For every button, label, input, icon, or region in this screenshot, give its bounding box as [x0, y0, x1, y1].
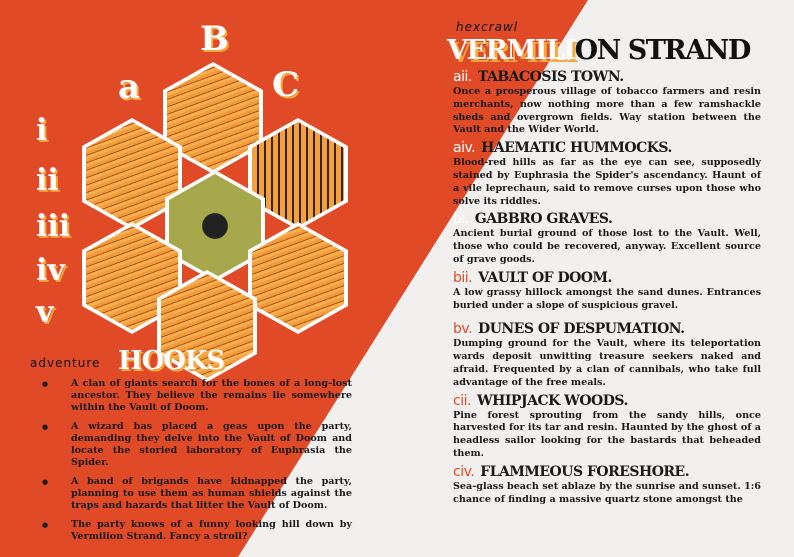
entry-number: aiv. — [453, 140, 476, 157]
location-entries — [453, 68, 761, 508]
entry-aii — [453, 68, 761, 137]
entry-name: DUNES OF DESPUMATION. — [478, 321, 685, 338]
entry-name: GABBRO GRAVES. — [474, 211, 613, 228]
entry-name: HAEMATIC HUMMOCKS. — [481, 140, 672, 157]
title-kicker: hexcrawl — [456, 20, 519, 34]
entry-text: Ancient burial ground of those lost to the Vault. Well, those who could be recovered, anyway. Excellent source of grave goods. — [453, 228, 761, 265]
entry-name: WHIPJACK WOODS. — [476, 392, 628, 409]
entry-number: bv. — [453, 321, 473, 338]
row-label-iv: iv — [36, 253, 65, 288]
entry-number: cii. — [453, 392, 471, 409]
row-label-ii: ii — [36, 163, 59, 198]
entry-number: aii. — [453, 69, 472, 85]
entry-text: A low grassy hillock amongst the sand dunes. Entrances buried under a slope of suspicious gravel. — [453, 286, 761, 311]
column-label-a: a — [118, 67, 141, 107]
entry-text: Blood-red hills as far as the eye can see, supposedly stained by Euphrasia the Spider's ascendancy. Haunt of a vile leprechaun, said to remove curses upon those who solve its riddles. — [453, 157, 761, 207]
column-label-b: B — [200, 19, 229, 59]
row-label-i: i — [36, 113, 48, 148]
page-title — [447, 36, 750, 66]
entry-civ — [453, 463, 761, 507]
entry-bi — [453, 210, 761, 266]
hook-item: ● A band of brigands have kidnapped the party, planning to use them as human shields against the traps and hazards that litter the Vault of Doom. — [42, 476, 352, 512]
entry-text: Sea-glass beach set ablaze by the sunrise and sunset. 1:6 chance of finding a massive quartz stone amongst the — [453, 480, 761, 505]
hook-item: ● A clan of giants search for the bones of a long-lost ancestor. They believe the remains lie somewhere within the Vault of Doom. — [42, 378, 352, 414]
entry-text: Once a prosperous village of tobacco farmers and resin merchants, now nothing more than a few ramshackle sheds and overgrown fields. Way station between the Vault and the Wider World. — [453, 86, 761, 136]
entry-name: VAULT OF DOOM. — [478, 269, 612, 286]
entry-number: bii. — [453, 269, 473, 286]
entry-bv — [453, 320, 761, 389]
title-part-1: VERMILI — [447, 35, 575, 66]
hooks-title: HOOKS — [118, 346, 225, 376]
entry-cii — [453, 392, 761, 461]
row-label-v: v — [36, 295, 54, 330]
entry-text: Pine forest sprouting from the sandy hills, once harvested for its tar and resin. Haunted by the ghost of a headless sailor looking for the bastards that beheaded them. — [453, 409, 761, 459]
hooks-kicker: adventure — [30, 356, 101, 370]
entry-bii — [453, 269, 761, 313]
entry-number: bi. — [453, 211, 469, 228]
hook-item: ● The party knows of a funny looking hill down by Vermilion Strand. Fancy a stroll? — [42, 519, 352, 543]
column-label-c: C — [272, 65, 300, 105]
entry-aiv — [453, 139, 761, 208]
hook-item: ● A wizard has placed a geas upon the party, demanding they delve into the Vault of Doom and locate the storied laboratory of Euphrasia the Spider. — [42, 421, 352, 469]
row-label-iii: iii — [36, 209, 71, 244]
hooks-list — [42, 378, 352, 550]
entry-number: civ. — [453, 463, 475, 480]
title-part-2: ON STRAND — [574, 35, 750, 66]
entry-name: TABACOSIS TOWN. — [477, 69, 624, 85]
entry-name: FLAMMEOUS FORESHORE. — [480, 463, 690, 480]
entry-text: Dumping ground for the Vault, where its teleportation wards deposit unwitting treasure seekers naked and afraid. Frequented by a clan of cannibals, who take full advantage of the free meals. — [453, 338, 761, 388]
